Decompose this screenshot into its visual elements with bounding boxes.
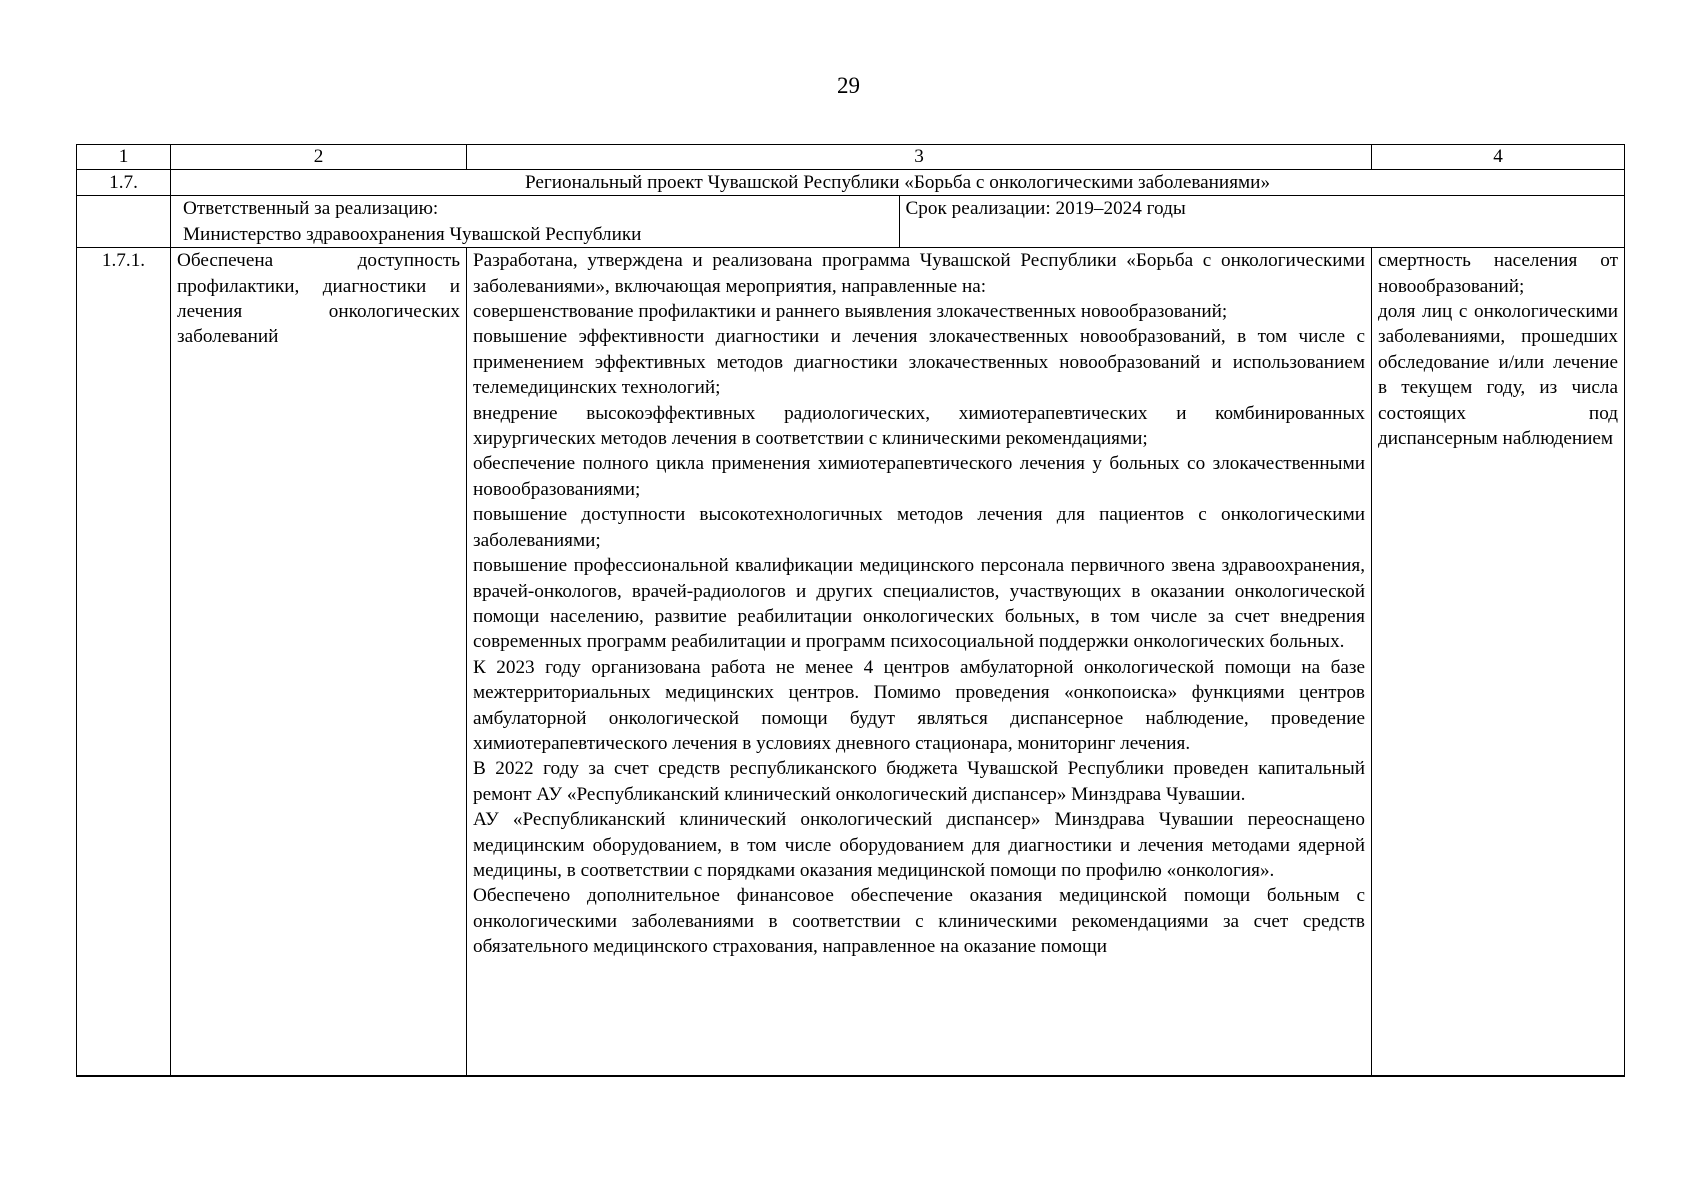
indicator-item: смертность населения от новообразований; xyxy=(1378,250,1618,297)
section-meta-row xyxy=(77,196,1625,248)
section-meta-cell xyxy=(171,196,1625,248)
measure-paragraph: повышение доступности высокотехнологичных методов лечения для пациентов с онкологическими заболеваниями; xyxy=(473,504,1365,551)
responsible-value: Министерство здравоохранения Чувашской Республики xyxy=(183,223,642,245)
measure-paragraph: Обеспечено дополнительное финансовое обеспечение оказания медицинской помощи больным с онкологическими заболеваниями в соответствии с клиническими рекомендациями за счет средств обязательного медицинского страхования, направленное на оказание помощи xyxy=(473,885,1365,958)
task-description: Обеспечена доступность профилактики, диагностики и лечения онкологических заболеваний xyxy=(171,248,467,1077)
measure-paragraph: АУ «Республиканский клинический онкологический диспансер» Минздрава Чувашии переоснащено медицинским оборудованием, в том числе оборудованием для диагностики и лечения методами ядерной медицины, в соответствии с порядками оказания медицинской помощи по профилю «онкология». xyxy=(473,809,1365,881)
page-number: 29 xyxy=(837,73,860,98)
task-number: 1.7.1. xyxy=(77,248,171,1077)
responsible-cell xyxy=(171,196,899,247)
task-measures-cell xyxy=(467,248,1372,1077)
measure-paragraph: внедрение высокоэффективных радиологических, химиотерапевтических и комбинированных хирургических методов лечения в соответствии с клиническими рекомендациями; xyxy=(473,402,1365,450)
measure-paragraph: Разработана, утверждена и реализована программа Чувашской Республики «Борьба с онкологическими заболеваниями», включающая мероприятия, направленные на: xyxy=(473,250,1365,297)
measure-paragraph: повышение эффективности диагностики и лечения злокачественных новообразований, в том числе с применением эффективных методов диагностики злокачественных новообразований и использованием телемедицинских технологий; xyxy=(473,326,1365,399)
task-measures xyxy=(473,248,1365,1074)
header-col-4: 4 xyxy=(1372,145,1625,170)
header-col-2: 2 xyxy=(171,145,467,170)
header-row xyxy=(77,145,1625,170)
section-meta-inner xyxy=(171,196,1624,247)
term-cell xyxy=(899,196,1624,247)
measure-paragraph: К 2023 году организована работа не менее 4 центров амбулаторной онкологической помощи на базе межтерриториальных медицинских центров. Помимо проведения «онкопоиска» функциями центров амбулаторной онкологической помощи будут являться диспансерное наблюдение, проведение химиотерапевтического лечения в условиях дневного стационара, мониторинг лечения. xyxy=(473,656,1365,754)
section-meta-empty xyxy=(77,196,171,248)
program-table xyxy=(76,144,1625,1077)
responsible-label: Ответственный за реализацию: xyxy=(183,198,439,220)
section-title-row xyxy=(77,170,1625,196)
indicator-item: доля лиц с онкологическими заболеваниями, прошедших обследование и/или лечение в текущем году, из числа состоящих под диспансерным наблюдением xyxy=(1378,301,1618,450)
section-number: 1.7. xyxy=(77,170,171,196)
measure-paragraph: повышение профессиональной квалификации медицинского персонала первичного звена здравоохранения, врачей-онкологов, врачей-радиологов и других специалистов, участвующих в оказании онкологической помощи населению, развитие реабилитации онкологических больных, в том числе за счет внедрения современных программ реабилитации и программ психосоциальной поддержки онкологических больных. xyxy=(473,555,1365,653)
measure-paragraph: совершенствование профилактики и раннего выявления злокачественных новообразований; xyxy=(473,301,1228,323)
header-col-1: 1 xyxy=(77,145,171,170)
task-row xyxy=(77,248,1625,1077)
term-text: Срок реализации: 2019–2024 годы xyxy=(905,198,1186,220)
header-col-3: 3 xyxy=(467,145,1372,170)
task-indicators-cell xyxy=(1372,248,1625,1077)
section-title: Региональный проект Чувашской Республики «Борьба с онкологическими заболеваниями» xyxy=(171,170,1625,196)
measure-paragraph: В 2022 году за счет средств республиканского бюджета Чувашской Республики проведен капитальный ремонт АУ «Республиканский клинический онкологический диспансер» Минздрава Чувашии. xyxy=(473,758,1365,805)
measure-paragraph: обеспечение полного цикла применения химиотерапевтического лечения у больных со злокачественными новообразованиями; xyxy=(473,453,1365,500)
